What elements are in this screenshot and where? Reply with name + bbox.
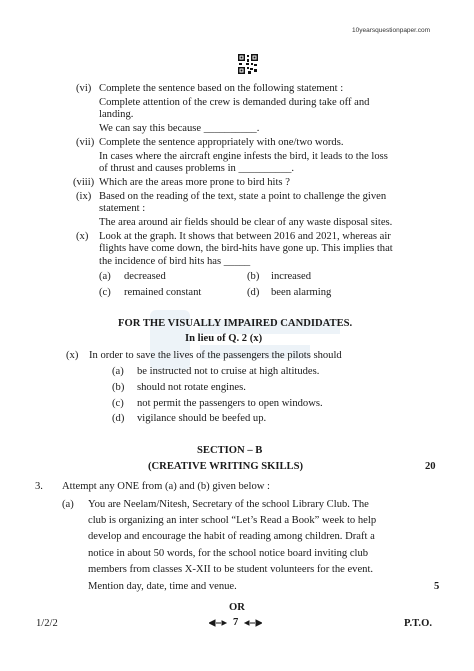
option-text: vigilance should be beefed up.	[137, 413, 267, 424]
q2-vii-line3: of thrust and causes problems in __________.	[99, 163, 295, 174]
right-ornament-icon	[242, 619, 262, 627]
option-text: remained constant	[124, 287, 202, 298]
section-title: SECTION – B	[197, 445, 263, 456]
section-marks: 20	[425, 461, 436, 472]
or-separator: OR	[229, 602, 245, 613]
q2-vi-number: (vi)	[76, 83, 92, 94]
q3a-line: Mention day, date, time and venue.	[88, 581, 237, 592]
pto-label: P.T.O.	[404, 618, 432, 629]
option-label: (d)	[247, 287, 260, 298]
section-subtitle: (CREATIVE WRITING SKILLS)	[148, 461, 304, 472]
option-label: (c)	[112, 398, 124, 409]
q3a-line: develop and encourage the habit of reading among children. Draft a	[88, 531, 375, 542]
q3a-line: notice in about 50 words, for the school notice board inviting club	[88, 548, 369, 559]
q2-vii-line2: In cases where the aircraft engine infests the bird, it leads to the loss	[99, 151, 388, 162]
option-label: (a)	[112, 366, 124, 377]
vi-subheading: In lieu of Q. 2 (x)	[185, 333, 263, 344]
q2-ix-number: (ix)	[76, 191, 92, 202]
q2-x-line3: the incidence of bird hits has _____	[99, 256, 251, 267]
option-text: be instructed not to cruise at high altitudes.	[137, 366, 320, 377]
q3a-label: (a)	[62, 499, 74, 510]
page-number-group	[209, 617, 262, 629]
q2-viii-number: (viii)	[73, 177, 95, 188]
q2-vii-number: (vii)	[76, 137, 95, 148]
q3a-line: You are Neelam/Nitesh, Secretary of the school Library Club. The	[88, 499, 369, 510]
option-label: (b)	[247, 271, 260, 282]
q2-ix-line3: The area around air fields should be clear of any waste disposal sites.	[99, 217, 393, 228]
q3a-line: club is organizing an inter school “Let’s Read a Book” week to help	[88, 515, 377, 526]
q2-x-line2: flights have come down, the bird-hits have gone up. This implies that	[99, 243, 393, 254]
q2-x-number: (x)	[76, 231, 89, 242]
q2-vi-line2: Complete attention of the crew is demanded during take off and	[99, 97, 370, 108]
q2-viii-line1: Which are the areas more prone to bird hits ?	[99, 177, 290, 188]
option-label: (d)	[112, 413, 125, 424]
q2-vi-line1: Complete the sentence based on the following statement :	[99, 83, 344, 94]
q2-x-line1: Look at the graph. It shows that between 2016 and 2021, whereas air	[99, 231, 391, 242]
q3a-marks: 5	[434, 581, 440, 592]
qr-code-icon	[237, 53, 259, 75]
option-text: been alarming	[271, 287, 332, 298]
vi-heading: FOR THE VISUALLY IMPAIRED CANDIDATES.	[118, 318, 353, 329]
vi-q-number: (x)	[66, 350, 79, 361]
q3-number: 3.	[35, 481, 43, 492]
q2-vi-line3: landing.	[99, 109, 134, 120]
left-ornament-icon	[209, 619, 229, 627]
q2-vi-line4: We can say this because __________.	[99, 123, 260, 134]
site-url: 10yearsquestionpaper.com	[352, 27, 431, 34]
option-text: not permit the passengers to open windows.	[137, 398, 323, 409]
q2-vii-line1: Complete the sentence appropriately with one/two words.	[99, 137, 344, 148]
option-label: (a)	[99, 271, 111, 282]
q3a-line: members from classes X-XII to be student volunteers for the event.	[88, 564, 374, 575]
option-text: should not rotate engines.	[137, 382, 246, 393]
q2-ix-line1: Based on the reading of the text, state a point to challenge the given	[99, 191, 387, 202]
option-label: (c)	[99, 287, 111, 298]
option-label: (b)	[112, 382, 125, 393]
q2-ix-line2: statement :	[99, 203, 146, 214]
q3-instruction: Attempt any ONE from (a) and (b) given below :	[62, 481, 270, 492]
vi-q-stem: In order to save the lives of the passengers the pilots should	[89, 350, 342, 361]
paper-code: 1/2/2	[36, 618, 58, 629]
option-text: increased	[271, 271, 311, 282]
option-text: decreased	[124, 271, 166, 282]
page-number: 7	[233, 617, 239, 628]
